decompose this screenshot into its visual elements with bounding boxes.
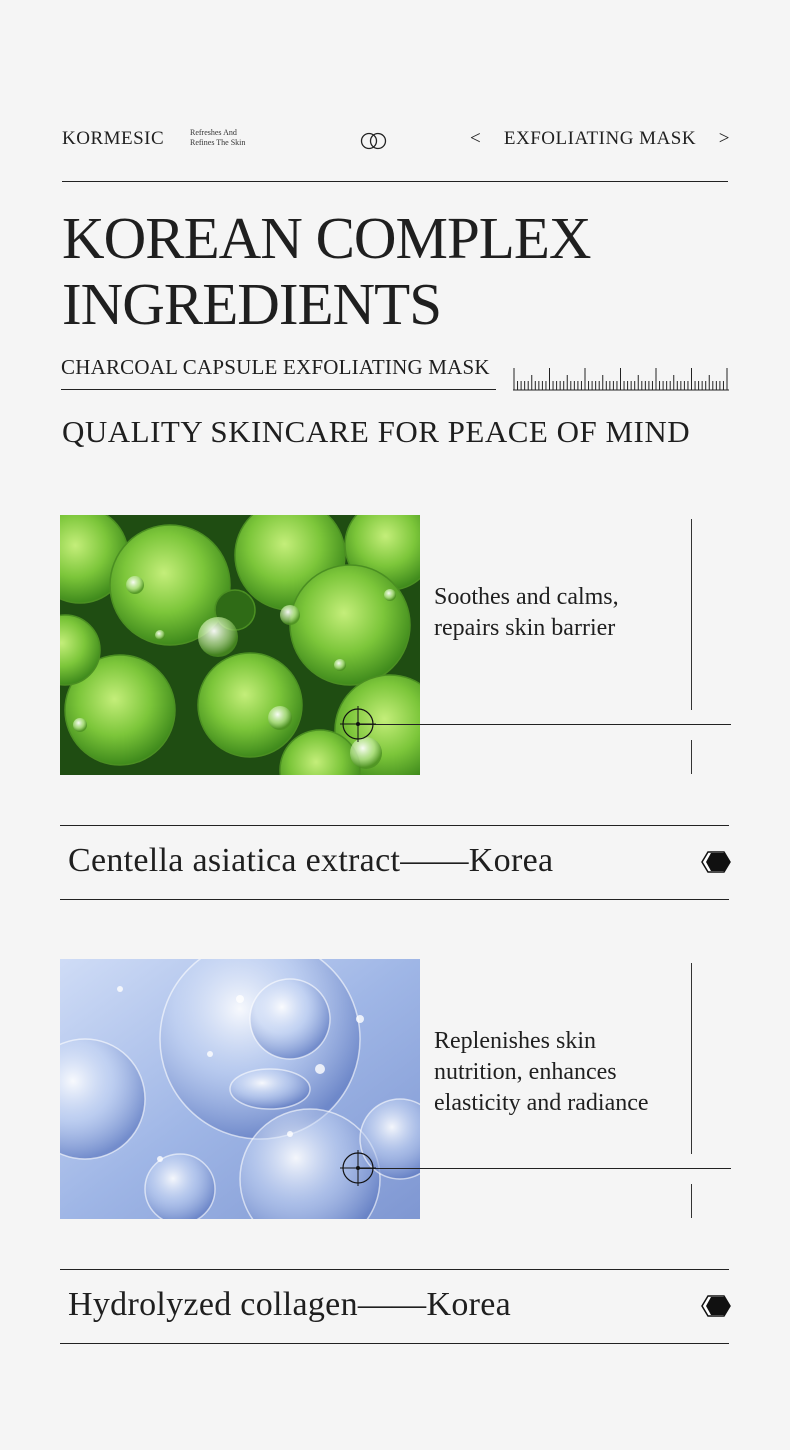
ingredient-description <box>434 582 619 644</box>
title-line-2: INGREDIENTS <box>62 271 442 337</box>
hexagon-icon <box>701 851 731 873</box>
ingredient-name: Centella asiatica extract——Korea <box>68 842 554 879</box>
ingredient-top-rule <box>60 1269 729 1270</box>
pointer-line <box>358 1168 731 1169</box>
brand-tagline <box>190 128 245 148</box>
header-divider <box>62 181 728 182</box>
description-line: Soothes and calms, <box>434 584 619 610</box>
tagline-line-1: Refreshes And <box>190 128 237 137</box>
vertical-divider <box>691 519 692 710</box>
ingredient-name: Hydrolyzed collagen——Korea <box>68 1286 512 1323</box>
nav-next-button[interactable]: > <box>718 128 730 149</box>
description-line: elasticity and radiance <box>434 1090 649 1116</box>
crosshair-icon <box>340 706 376 742</box>
ingredient-top-rule <box>60 825 729 826</box>
subtitle-underline <box>61 389 496 390</box>
interlocked-rings-icon <box>359 132 389 150</box>
tagline-line-2: Refines The Skin <box>190 138 246 147</box>
brand-logo: KORMESIC <box>62 128 165 149</box>
ingredient-bottom-rule <box>60 899 729 900</box>
title-line-1: KOREAN COMPLEX <box>62 205 591 271</box>
hexagon-icon <box>701 1295 731 1317</box>
description-line: Replenishes skin <box>434 1028 596 1054</box>
nav-label: EXFOLIATING MASK <box>503 128 697 149</box>
crosshair-icon <box>340 1150 376 1186</box>
nav-prev-button[interactable]: < <box>470 128 482 149</box>
vertical-divider <box>691 1184 692 1218</box>
product-subtitle: CHARCOAL CAPSULE EXFOLIATING MASK <box>61 355 490 379</box>
description-line: repairs skin barrier <box>434 615 616 641</box>
vertical-divider <box>691 963 692 1154</box>
ingredient-bottom-rule <box>60 1343 729 1344</box>
pointer-line <box>358 724 731 725</box>
ruler-scale-icon <box>513 366 729 391</box>
quality-tagline: QUALITY SKINCARE FOR PEACE OF MIND <box>62 414 691 449</box>
page-title <box>62 205 591 337</box>
description-line: nutrition, enhances <box>434 1059 617 1085</box>
ingredient-description <box>434 1026 649 1119</box>
vertical-divider <box>691 740 692 774</box>
product-nav <box>470 128 730 150</box>
